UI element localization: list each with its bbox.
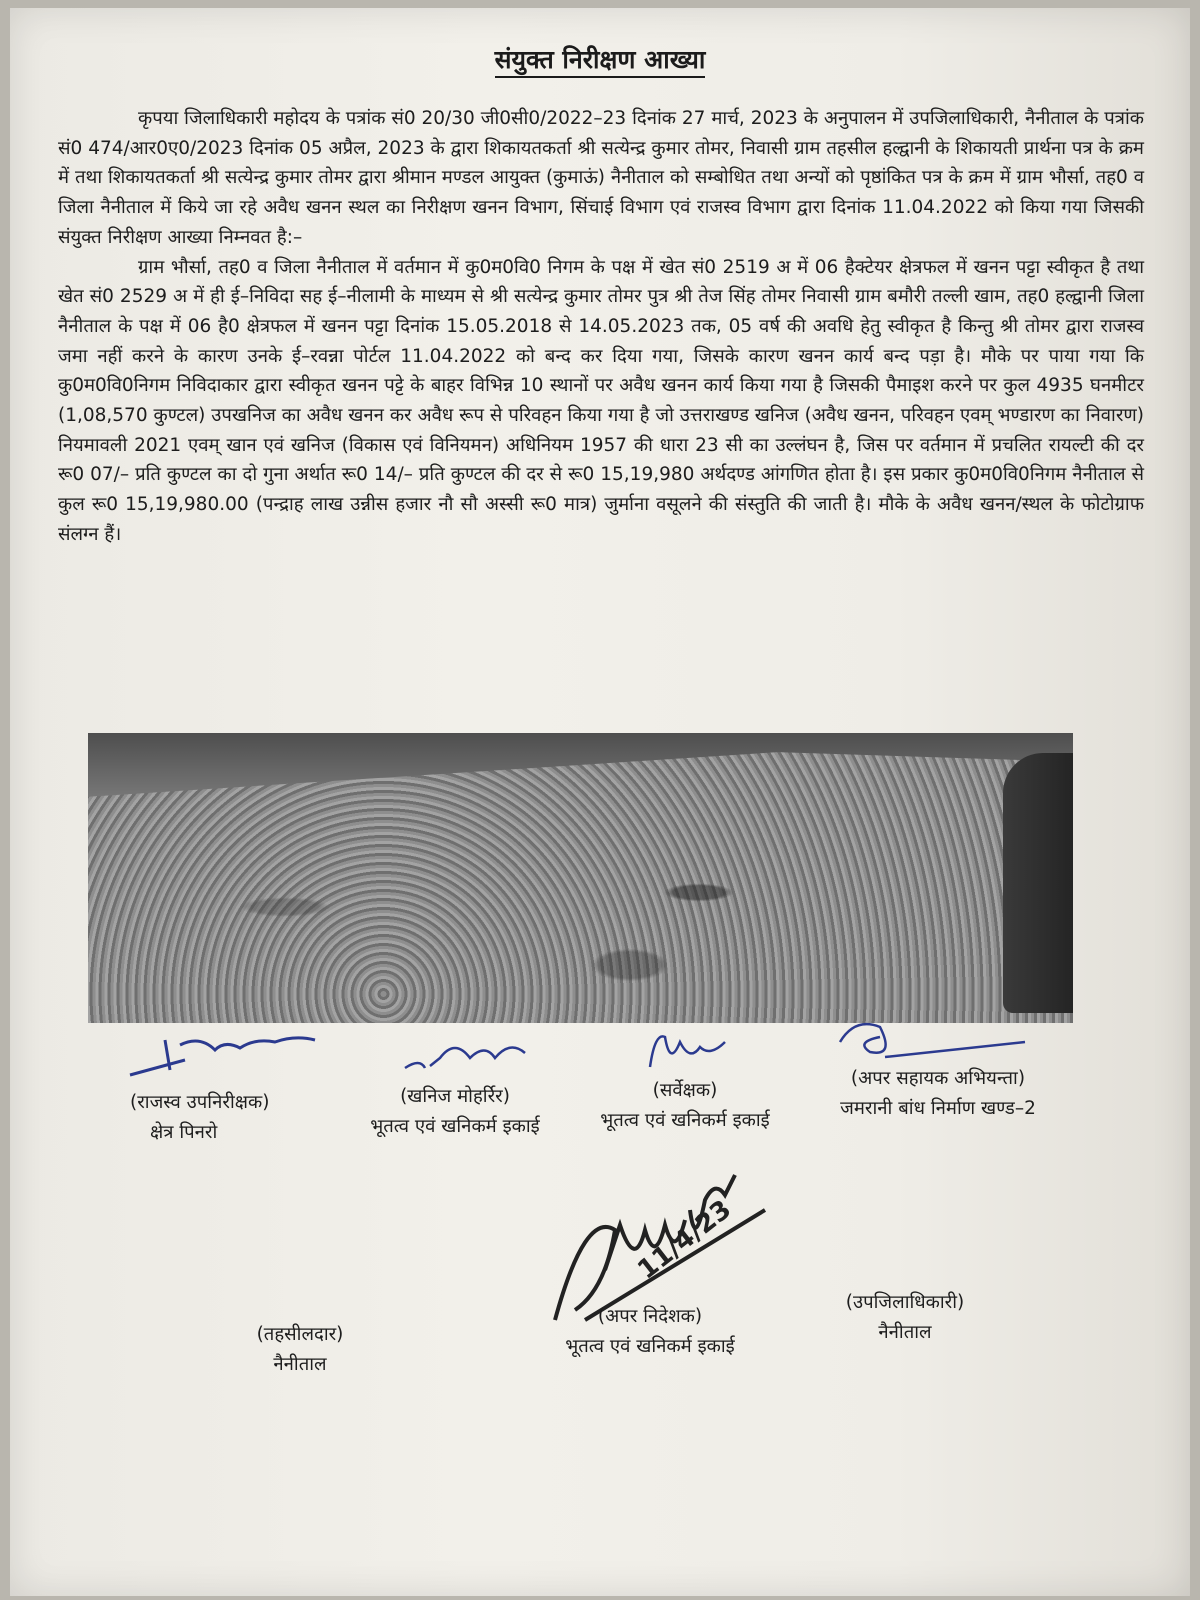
photo-vehicle-edge (1003, 753, 1073, 1013)
signature-date: 11/4/23 (632, 1194, 738, 1286)
signatory-unit: क्षेत्र पिनरो (150, 1122, 218, 1143)
signatory-additional-director (545, 1302, 755, 1362)
signatory-unit: भूतत्व एवं खनिकर्म इकाई (600, 1110, 770, 1131)
signature-revenue-inspector (125, 1020, 325, 1090)
signatory-designation: (अपर निदेशक) (597, 1306, 703, 1327)
photo-background-hills (88, 733, 1073, 797)
signatory-designation: (अपर सहायक अभियन्ता) (850, 1068, 1026, 1089)
title-text: संयुक्त निरीक्षण आख्या (495, 45, 706, 78)
riverbed-photo (88, 733, 1073, 1023)
signatory-unit: नैनीताल (273, 1354, 327, 1375)
signatory-unit: भूतत्व एवं खनिकर्म इकाई (370, 1116, 540, 1137)
signatory-mineral-clerk (340, 1082, 570, 1142)
signature-assistant-engineer (835, 1012, 1035, 1072)
paragraph-intro: कृपया जिलाधिकारी महोदय के पत्रांक सं0 20/30 जी0सी0/2022–23 दिनांक 27 मार्च, 2023 के अनुपालन में उपजिलाधिकारी, नैनीताल के पत्रांक सं0 474/आर0ए0/2023 दिनांक 05 अप्रैल, 2023 के द्वारा शिकायतकर्ता श्री सत्येन्द्र कुमार तोमर, निवासी ग्राम तहसील हल्द्वानी के शिकायती प्रार्थना पत्र के क्रम में तथा शिकायतकर्ता श्री सत्येन्द्र कुमार तोमर द्वारा श्रीमान मण्डल आयुक्त (कुमाऊं) नैनीताल को सम्बोधित तथा अन्यों को पृष्ठांकित पत्र के क्रम में ग्राम भौर्सा, तह0 व जिला नैनीताल में किये जा रहे अवैध खनन स्थल का निरीक्षण खनन विभाग, सिंचाई विभाग एवं राजस्व विभाग द्वारा दिनांक 11.04.2022 को किया गया जिसकी संयुक्त निरीक्षण आख्या निम्नवत है:– (58, 108, 1144, 248)
signatory-surveyor (580, 1076, 790, 1136)
signature-surveyor (640, 1022, 730, 1077)
signatory-designation: (खनिज मोहर्रिर) (400, 1086, 510, 1107)
signatory-sdm (820, 1288, 990, 1348)
signatory-revenue-inspector (125, 1088, 315, 1148)
signatory-designation: (सर्वेक्षक) (652, 1080, 718, 1101)
paragraph-findings: ग्राम भौर्सा, तह0 व जिला नैनीताल में वर्तमान में कु0म0वि0 निगम के पक्ष में खेत सं0 2519 अ में 06 हैक्टेयर क्षेत्रफल में खनन पट्टा स्वीकृत है तथा खेत सं0 2529 अ में ही ई–निविदा सह ई–नीलामी के माध्यम से श्री सत्येन्द्र कुमार तोमर पुत्र श्री तेज सिंह तोमर निवासी ग्राम बमौरी तल्ली खाम, तह0 हल्द्वानी जिला नैनीताल के पक्ष में 06 है0 क्षेत्रफल में खनन पट्टा दिनांक 15.05.2018 से 14.05.2023 तक, 05 वर्ष की अवधि हेतु स्वीकृत है किन्तु श्री तोमर द्वारा राजस्व जमा नहीं करने के कारण उनके ई–रवन्ना पोर्टल 11.04.2022 को बन्द कर दिया गया, जिसके कारण खनन कार्य बन्द पड़ा है। मौके पर पाया गया कि कु0म0वि0निगम निविदाकार द्वारा स्वीकृत खनन पट्टे के बाहर विभिन्न 10 स्थानों पर अवैध खनन कार्य किया गया है जिसकी पैमाइश करने पर कुल 4935 घनमीटर (1,08,570 कुण्टल) उपखनिज का अवैध खनन कर अवैध रूप से परिवहन किया गया है जो उत्तराखण्ड खनिज (अवैध खनन, परिवहन एवम् भण्डारण का निवारण) नियमावली 2021 एवम् खान एवं खनिज (विकास एवं विनियमन) अधिनियम 1957 की धारा 23 सी का उल्लंघन है, जिस पर वर्तमान में प्रचलित रायल्टी की दर रू0 07/– प्रति कुण्टल का दो गुना अर्थात रू0 14/– प्रति कुण्टल की दर से रू0 15,19,980 अर्थदण्ड आंगणित होता है। इस प्रकार कु0म0वि0निगम नैनीताल से कुल रू0 15,19,980.00 (पन्द्राह लाख उन्नीस हजार नौ सौ अस्सी रू0 मात्र) जुर्माना वसूलने की संस्तुति की जाती है। मौके के अवैध खनन/स्थल के फोटोग्राफ संलग्न हैं। (58, 256, 1144, 545)
signatory-unit: जमरानी बांध निर्माण खण्ड–2 (840, 1098, 1036, 1119)
signatory-unit: नैनीताल (878, 1322, 932, 1343)
signatory-designation: (तहसीलदार) (256, 1324, 344, 1345)
signatory-designation: (राजस्व उपनिरीक्षक) (130, 1092, 270, 1113)
signatory-designation: (उपजिलाधिकारी) (845, 1292, 965, 1313)
signatory-unit: भूतत्व एवं खनिकर्म इकाई (565, 1336, 735, 1357)
signatory-assistant-engineer (818, 1064, 1058, 1124)
signature-mineral-clerk (400, 1028, 540, 1078)
report-body (58, 104, 1144, 550)
document-title (0, 42, 1200, 76)
signatory-tehsildar (220, 1320, 380, 1380)
